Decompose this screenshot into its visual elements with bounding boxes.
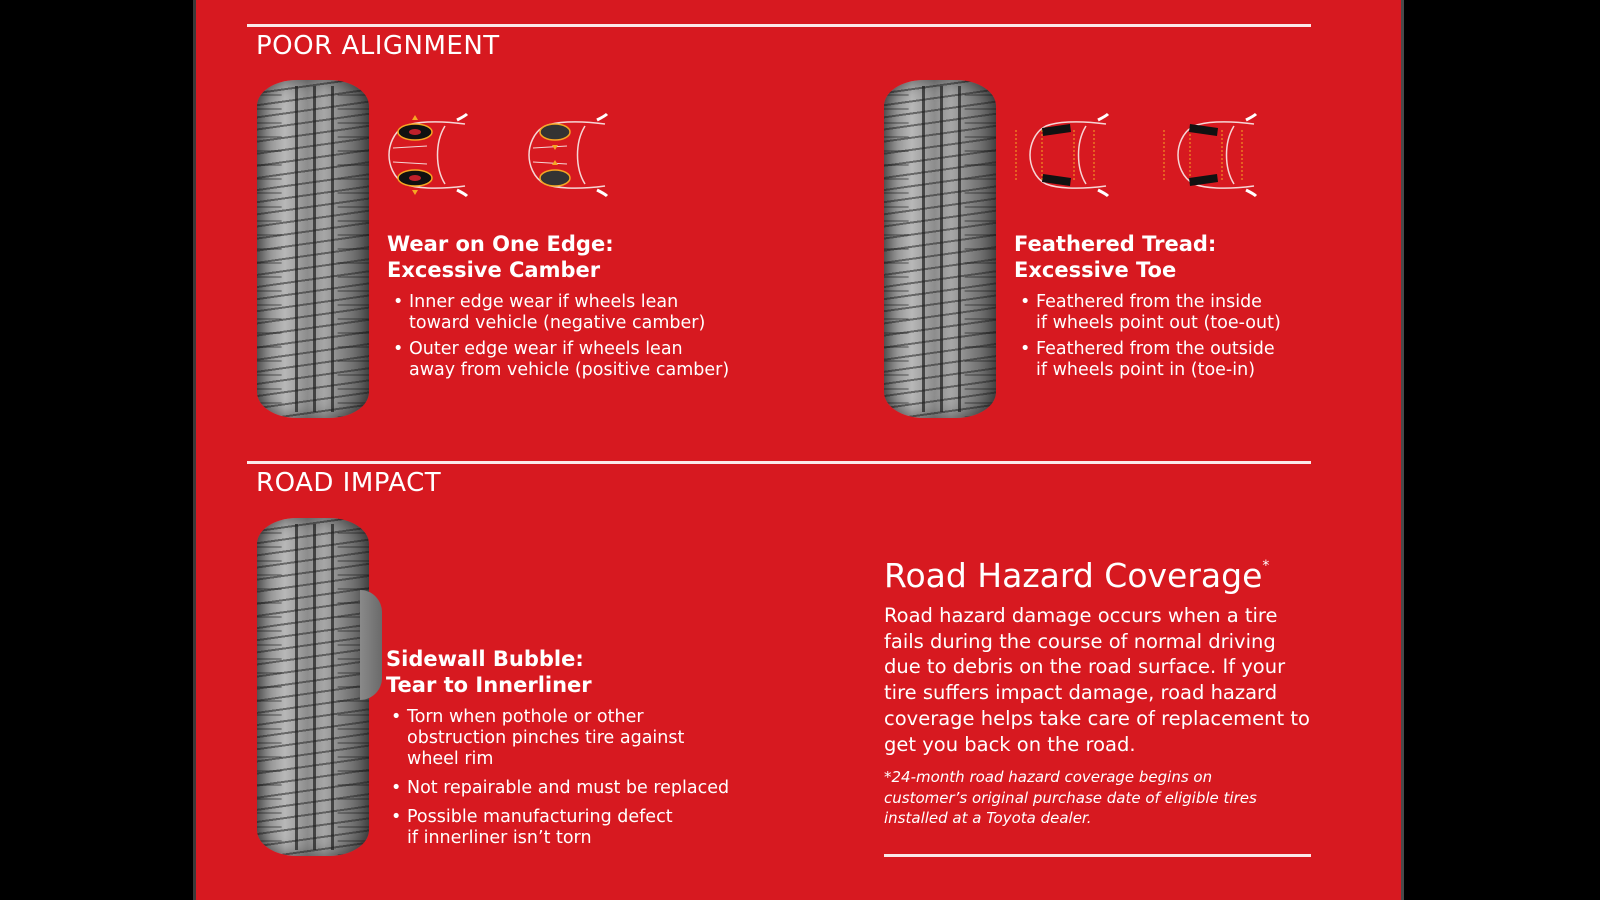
divider-middle — [247, 461, 1311, 464]
list-item: • Not repairable and must be replaced — [385, 778, 785, 799]
road-hazard-body: Road hazard damage occurs when a tire fails during the course of normal driving due to debris on the road surface. If your tire suffers impact damage, road hazard coverage helps take care of replacement to get you back on the road. — [884, 604, 1310, 756]
list-item: • Feathered from the inside if wheels point out (toe-out) — [1014, 292, 1334, 334]
car-camber-outward-icon — [385, 112, 475, 198]
toe-bullet-list — [1014, 292, 1334, 386]
tire-sidewall-bubble-icon — [257, 518, 369, 856]
heading-excessive-camber: Wear on One Edge: Excessive Camber — [387, 232, 614, 282]
camber-bullet-list — [387, 292, 767, 386]
list-item: • Outer edge wear if wheels lean away from vehicle (positive camber) — [387, 339, 767, 381]
list-item: • Feathered from the outside if wheels point in (toe-in) — [1014, 339, 1334, 381]
heading-sidewall-bubble: Sidewall Bubble: Tear to Innerliner — [386, 647, 592, 697]
divider-top — [247, 24, 1311, 27]
heading-excessive-toe: Feathered Tread: Excessive Toe — [1014, 232, 1217, 282]
road-hazard-title: Road Hazard Coverage* — [884, 556, 1270, 595]
car-toe-out-icon — [1012, 112, 1116, 198]
divider-bottom — [884, 854, 1311, 857]
list-item: • Inner edge wear if wheels lean toward vehicle (negative camber) — [387, 292, 767, 334]
section-title-poor-alignment: POOR ALIGNMENT — [256, 31, 500, 61]
section-title-road-impact: ROAD IMPACT — [256, 468, 442, 498]
tire-tread-icon — [257, 80, 369, 418]
sidewall-bubble-icon — [360, 590, 382, 700]
road-hazard-footnote: *24-month road hazard coverage begins on customer’s original purchase date of eligible tires installed at a Toyota dealer. — [884, 768, 1257, 827]
list-item: • Possible manufacturing defect if innerliner isn’t torn — [385, 807, 785, 849]
tire-tread-icon — [884, 80, 996, 418]
car-camber-inward-icon — [525, 112, 615, 198]
list-item: • Torn when pothole or other obstruction pinches tire against wheel rim — [385, 707, 785, 770]
bubble-bullet-list — [385, 707, 785, 854]
car-toe-in-icon — [1160, 112, 1264, 198]
